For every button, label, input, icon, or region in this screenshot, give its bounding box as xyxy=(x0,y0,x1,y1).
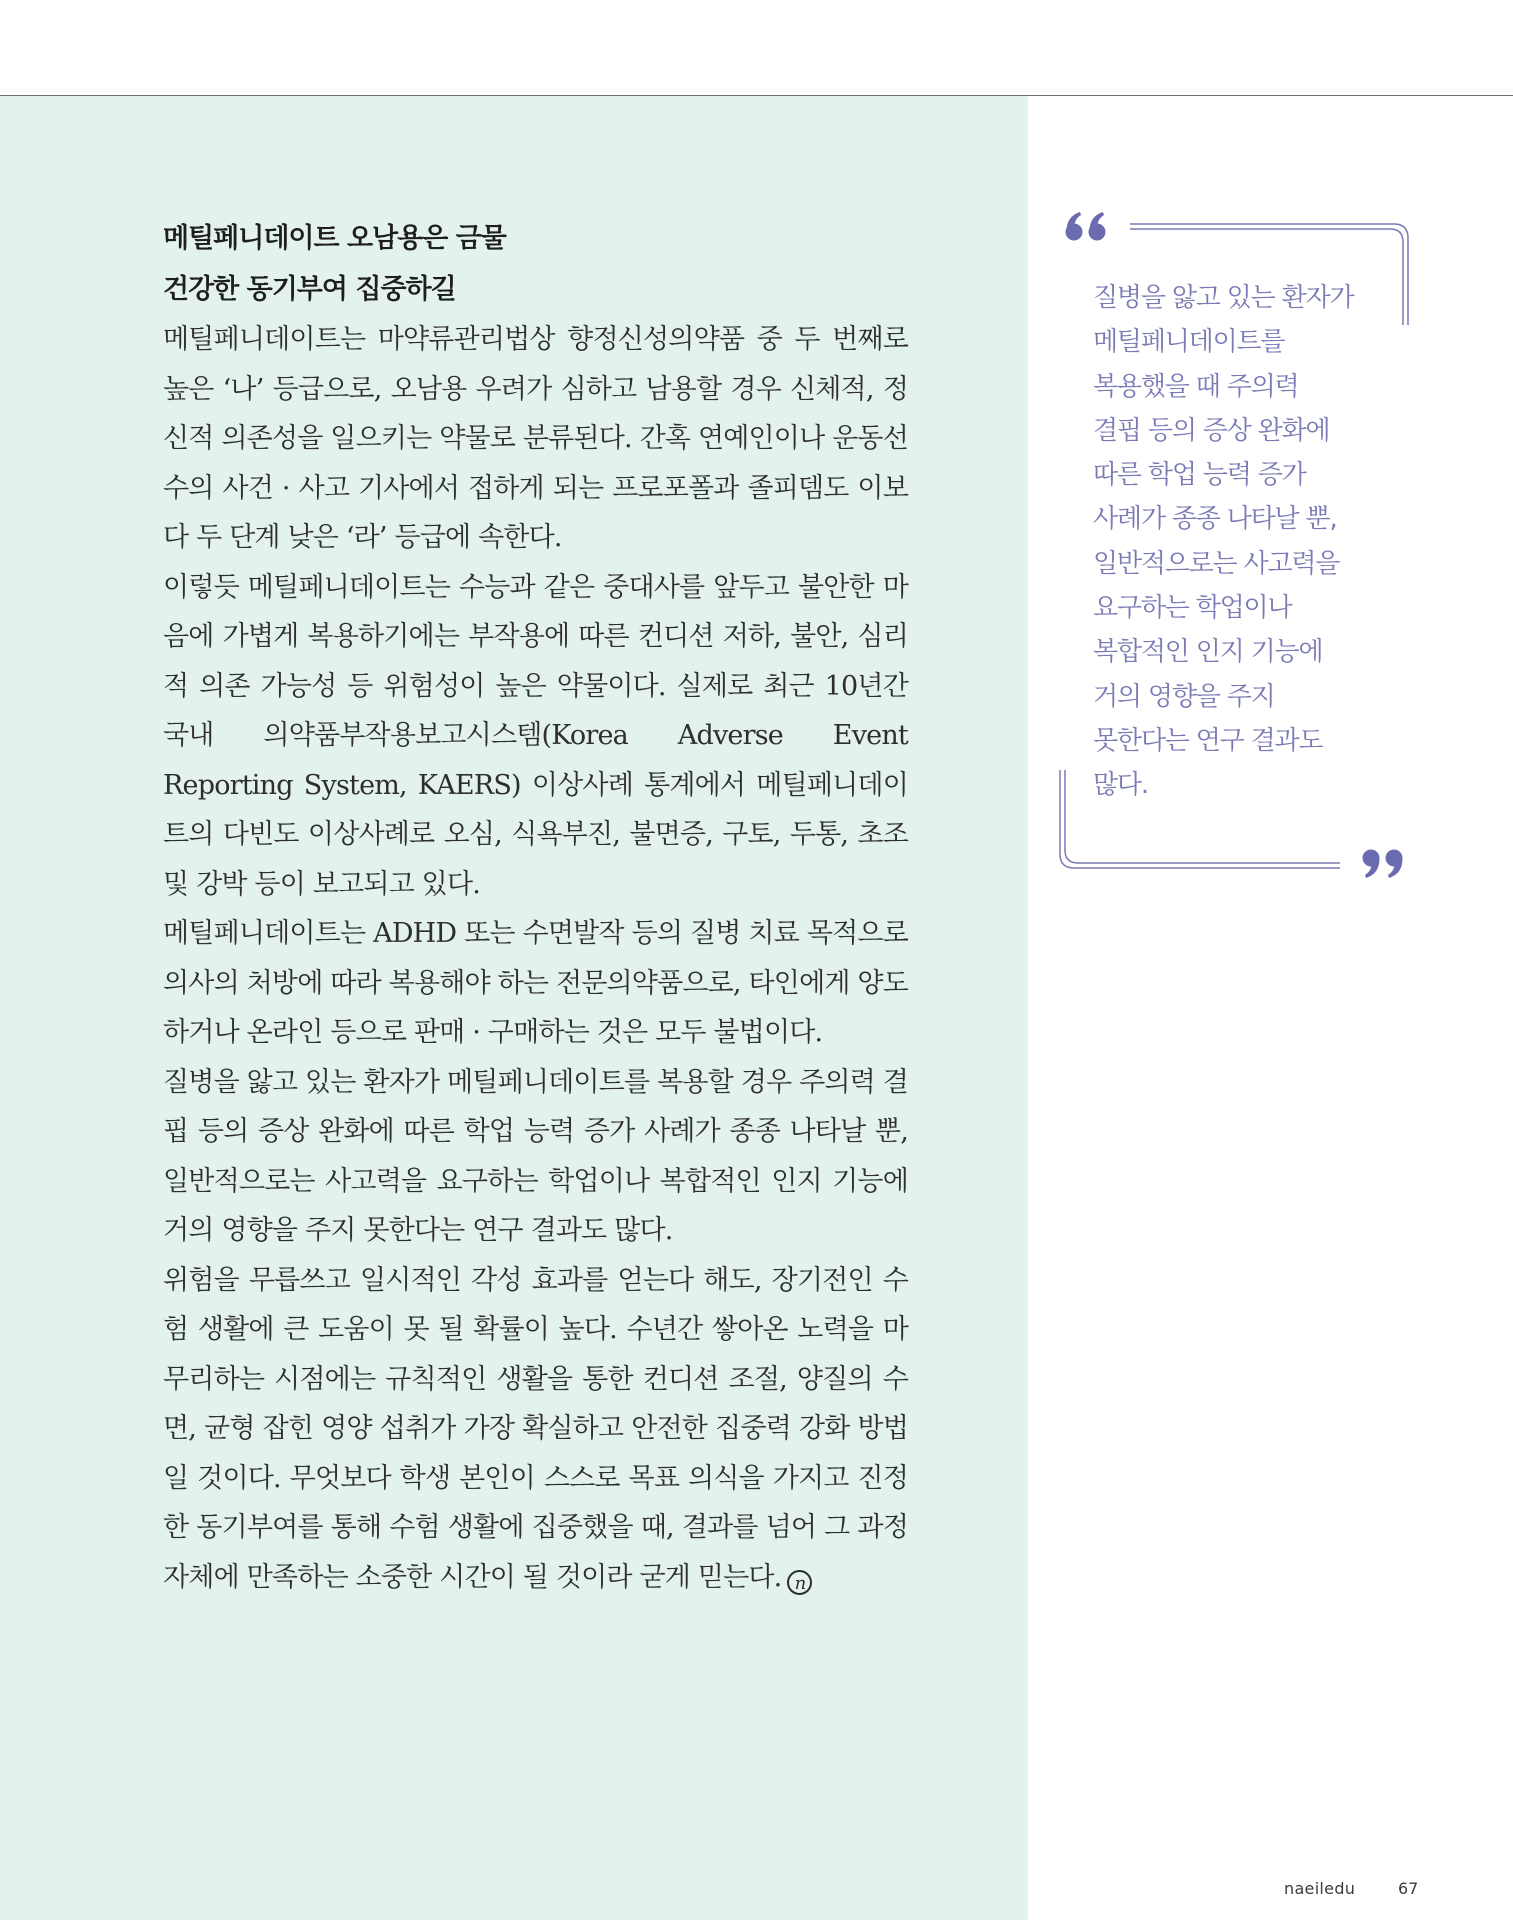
article-heading-line-1: 메틸페니데이트 오남용은 금물 xyxy=(163,223,506,254)
pull-quote-line: 일반적으로는 사고력을 xyxy=(1093,548,1340,579)
article-paragraph-3: 메틸페니데이트는 ADHD 또는 수면발작 등의 질병 치료 목적으로 의사의 처방에 따라 복용해야 하는 전문의약품으로, 타인에게 양도하거나 온라인 등으로 판매 · 구매하는 것은 모두 불법이다. xyxy=(163,918,908,1048)
article-heading xyxy=(163,213,908,315)
open-quote-icon xyxy=(1066,212,1106,241)
pull-quote-line: 질병을 앓고 있는 환자가 xyxy=(1093,283,1354,313)
pull-quote-line: 메틸페니데이트를 xyxy=(1093,327,1285,358)
pull-quote-line: 복합적인 인지 기능에 xyxy=(1093,637,1323,668)
article-body xyxy=(163,213,908,1602)
article-paragraph-5-wrap xyxy=(163,1256,908,1603)
pull-quote xyxy=(1058,205,1418,885)
footer-brand: naeiledu xyxy=(1284,1879,1356,1898)
article-paragraph-5: 위험을 무릅쓰고 일시적인 각성 효과를 얻는다 해도, 장기전인 수험 생활에 큰 도움이 못 될 확률이 높다. 수년간 쌓아온 노력을 마무리하는 시점에는 규칙적인 생활을 통한 컨디션 조절, 양질의 수면, 균형 잡힌 영양 섭취가 가장 확실하고 안전한 집중력 강화 방법일 것이다. 무엇보다 학생 본인이 스스로 목표 의식을 가지고 진정한 동기부여를 통해 수험 생활에 집중했을 때, 결과를 넘어 그 과정 자체에 만족하는 소중한 시간이 될 것이라 굳게 믿는다. xyxy=(163,1264,908,1593)
page-number: 67 xyxy=(1398,1879,1419,1898)
close-quote-icon xyxy=(1363,850,1403,879)
pull-quote-line: 거의 영향을 주지 xyxy=(1093,681,1275,712)
pull-quote-line: 결핍 등의 증상 완화에 xyxy=(1093,415,1330,446)
pull-quote-line: 요구하는 학업이나 xyxy=(1093,593,1292,624)
article-paragraph-1: 메틸페니데이트는 마약류관리법상 향정신성의약품 중 두 번째로 높은 ‘나’ 등급으로, 오남용 우려가 심하고 남용할 경우 신체적, 정신적 의존성을 일으키는 약물로 분류된다. 간혹 연예인이나 운동선수의 사건 · 사고 기사에서 접하게 되는 프로포폴과 졸피뎀도 이보다 두 단계 낮은 ‘라’ 등급에 속한다. xyxy=(163,324,908,553)
pull-quote-line: 사례가 종종 나타날 뿐, xyxy=(1093,504,1337,535)
pull-quote-line: 복용했을 때 주의력 xyxy=(1093,371,1299,402)
article-paragraph-4: 질병을 앓고 있는 환자가 메틸페니데이트를 복용할 경우 주의력 결핍 등의 증상 완화에 따른 학업 능력 증가 사례가 종종 나타날 뿐, 일반적으로는 사고력을 요구하는 학업이나 복합적인 인지 기능에 거의 영향을 주지 못한다는 연구 결과도 많다. xyxy=(163,1066,908,1246)
pull-quote-line: 많다. xyxy=(1093,770,1148,801)
article-heading-line-2: 건강한 동기부여 집중하길 xyxy=(163,274,456,305)
pull-quote-line: 못한다는 연구 결과도 xyxy=(1093,725,1323,756)
end-of-article-logo-icon: n xyxy=(787,1570,812,1595)
pull-quote-text xyxy=(1093,276,1393,808)
pull-quote-line: 따른 학업 능력 증가 xyxy=(1093,460,1306,491)
article-paragraph-2: 이렇듯 메틸페니데이트는 수능과 같은 중대사를 앞두고 불안한 마음에 가볍게 복용하기에는 부작용에 따른 컨디션 저하, 불안, 심리적 의존 가능성 등 위험성이 높은 약물이다. 실제로 최근 10년간 국내 의약품부작용보고시스템(Korea Adverse Event Reporting System, KAERS) 이상사례 통계에서 메틸페니데이트의 다빈도 이상사례로 오심, 식욕부진, 불면증, 구토, 두통, 초조 및 강박 등이 보고되고 있다. xyxy=(163,571,908,900)
